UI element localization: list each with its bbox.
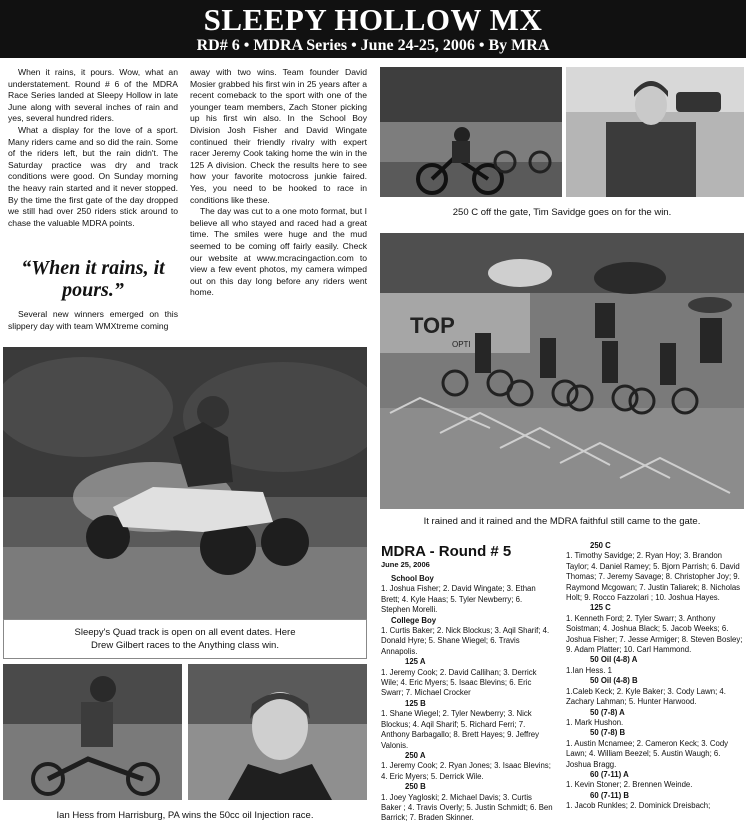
article-paragraph: away with two wins. Team founder David Mosier grabbed his first win in 25 years after a recent comeback to the sport with one of the younger team members, Zach Stoner picking up his first win also. In the School Boy Division Josh Fisher and David Wingate continued their friendly rivalry with expert racer Jeremy Cook taking home the win in the 125 A division. Check the results here to see how your favorite motocross junkie faired. Yes, you need to be hooked to race in conditions like these.: [190, 67, 367, 205]
article-column-2: [190, 67, 367, 299]
result-division-heading: 250 B: [405, 782, 426, 792]
results-column-2: [566, 541, 744, 812]
result-division-finishers: 1. Joey Yagloski; 2. Michael Davis; 3. Curtis Baker ; 4. Travis Overly; 5. Justin Schmidt; 6. Ben Barrick; 7. Braden Skinner.: [381, 792, 553, 823]
result-division-finishers: 1. Joshua Fisher; 2. David Wingate; 3. Ethan Brett; 4. Kyle Haas; 5. Tyler Newberry; 6. Stephen Morelli.: [381, 584, 536, 615]
result-division-heading: School Boy: [391, 574, 434, 583]
result-division-heading: 60 (7-11) A: [590, 769, 629, 779]
result-division-finishers: 1. Mark Hushon.: [566, 717, 624, 727]
article-column-1: [8, 67, 178, 229]
banner-sign-small-text: OPTI: [452, 340, 471, 349]
quad-race-photo: [3, 347, 367, 619]
result-division-heading: 125 A: [405, 657, 426, 667]
result-division-finishers: 1. Jeremy Cook; 2. David Callihan; 3. Derrick Wile; 4. Eric Myers; 5. Isaac Blevins; 6. Eric Swarr; 7. Michael Crocker: [381, 667, 537, 698]
result-division-finishers: 1. Curtis Baker; 2. Nick Blockus; 3. Aqil Sharif; 4. Donald Hyre; 5. Shane Wiegel; 6. Travis Annapolis.: [381, 626, 550, 656]
result-division-heading: 60 (7-11) B: [590, 790, 630, 800]
page-subtitle: RD# 6 • MDRA Series • June 24-25, 2006 • By MRA: [196, 37, 550, 54]
results-date: June 25, 2006: [381, 560, 430, 569]
result-division-heading: 50 Oil (4-8) A: [590, 655, 638, 665]
result-division-finishers: 1.Ian Hess. 1: [566, 665, 612, 675]
gate-start-photo: [380, 67, 562, 197]
article-paragraph: When it rains, it pours. Wow, what an understatement. Round # 6 of the MDRA Race Series landed at Sleepy Hollow in late June along with several inches of rain and yes, several hundred riders.: [8, 67, 178, 124]
rain-gate-photo: [380, 233, 744, 509]
result-division-heading: College Boy: [391, 615, 437, 625]
page-title: SLEEPY HOLLOW MX: [203, 2, 543, 37]
result-division-finishers: 1. Timothy Savidge; 2. Ryan Hoy; 3. Brandon Taylor; 4. Daniel Ramey; 5. Bjorn Parrish; 6. David Thomas; 7. Jeremy Savage; 8. Christopher Joy; 9. Raymond Mcgowan; 7. Justin Taliarek; 8. Nicholas Holt; 9. Rocco Fazzolari ; 10. Joshua Hayes.: [566, 551, 741, 603]
quad-caption-text: Sleepy's Quad track is open on all event dates. Here Drew Gilbert races to the Anything class win.: [74, 627, 296, 651]
youth-photo-caption: Ian Hess from Harrisburg, PA wins the 50cc oil Injection race.: [3, 800, 367, 830]
gate-photo-caption: 250 C off the gate, Tim Savidge goes on for the win.: [380, 197, 744, 229]
result-division-finishers: 1. Shane Wiegel; 2. Tyler Newberry; 3. Nick Blockus; 4. Aqil Sharif; 5. Richard Ferri; 7. Anthony Barbagallo; 8. Brett Hayes; 9. Jeffrey Valonis.: [381, 709, 540, 750]
article-column-1-end: [8, 309, 178, 332]
result-division-finishers: 1.Caleb Keck; 2. Kyle Baker; 3. Cody Lawn; 4. Zachary Lahman; 5. Hunter Harwood.: [566, 686, 726, 707]
result-division-heading: 125 B: [405, 698, 426, 708]
header-banner: [0, 0, 746, 58]
results-column-1: [381, 574, 553, 824]
youth-portrait-photo: [188, 664, 367, 800]
result-division-finishers: 1. Kevin Stoner; 2. Brennen Weinde.: [566, 780, 693, 790]
quad-photo-caption: [3, 619, 367, 659]
results-title: MDRA - Round # 5: [381, 543, 512, 560]
result-division-heading: 50 (7-8) A: [590, 707, 625, 717]
result-division-heading: 50 (7-8) B: [590, 728, 626, 738]
article-paragraph: The day was cut to a one moto format, but I believe all who stayed and raced had a great time. The smiles were huge and the mud seemed to be coming off fairly easily. Check our website at www.mcracingaction.com to view a few event photos, my camera wimped out on this day long before any riders went home.: [190, 206, 367, 298]
result-division-heading: 50 Oil (4-8) B: [590, 676, 638, 686]
result-division-heading: 250 A: [405, 750, 426, 760]
result-division-heading: 125 C: [590, 603, 611, 613]
result-division-heading: 250 C: [590, 541, 611, 550]
banner-sign-text: TOP: [410, 313, 455, 338]
article-paragraph: What a display for the love of a sport. Many riders came and so did the rain. Some of the riders left, but the rain didn't. The Saturday practice was dry and track conditions were good. On Sunday morning the heavy rain started and it never stopped. By the time the first gate of the day dropped we still had over 250 riders stick around to chase the valuable MDRA points.: [8, 124, 178, 228]
rider-portrait-photo: [566, 67, 744, 197]
pull-quote: “When it rains, it pours.”: [21, 257, 165, 301]
article-paragraph: Several new winners emerged on this slippery day with team WMXtreme coming: [8, 309, 178, 331]
result-division-finishers: 1. Austin Mcnamee; 2. Cameron Keck; 3. Cody Lawn; 4. William Beezel; 5. Austin Waugh; 6. Joshua Bragg.: [566, 738, 729, 769]
result-division-finishers: 1. Jacob Runkles; 2. Dominick Dreisbach;: [566, 801, 711, 811]
rain-photo-caption: It rained and it rained and the MDRA faithful still came to the gate.: [380, 509, 744, 535]
result-division-finishers: 1. Kenneth Ford; 2. Tyler Swarr; 3. Anthony Soistman; 4. Joshua Black; 5. Jacob Weeks; 6. Joshua Fisher; 7. Jesse Armiger; 8. Steven Bosley; 9. Adam Platter; 10. Carl Hammond.: [566, 613, 743, 655]
result-division-finishers: 1. Jeremy Cook; 2. Ryan Jones; 3. Isaac Blevins; 4. Eric Myers; 5. Derrick Wile.: [381, 761, 551, 781]
youth-rider-photo: [3, 664, 182, 800]
